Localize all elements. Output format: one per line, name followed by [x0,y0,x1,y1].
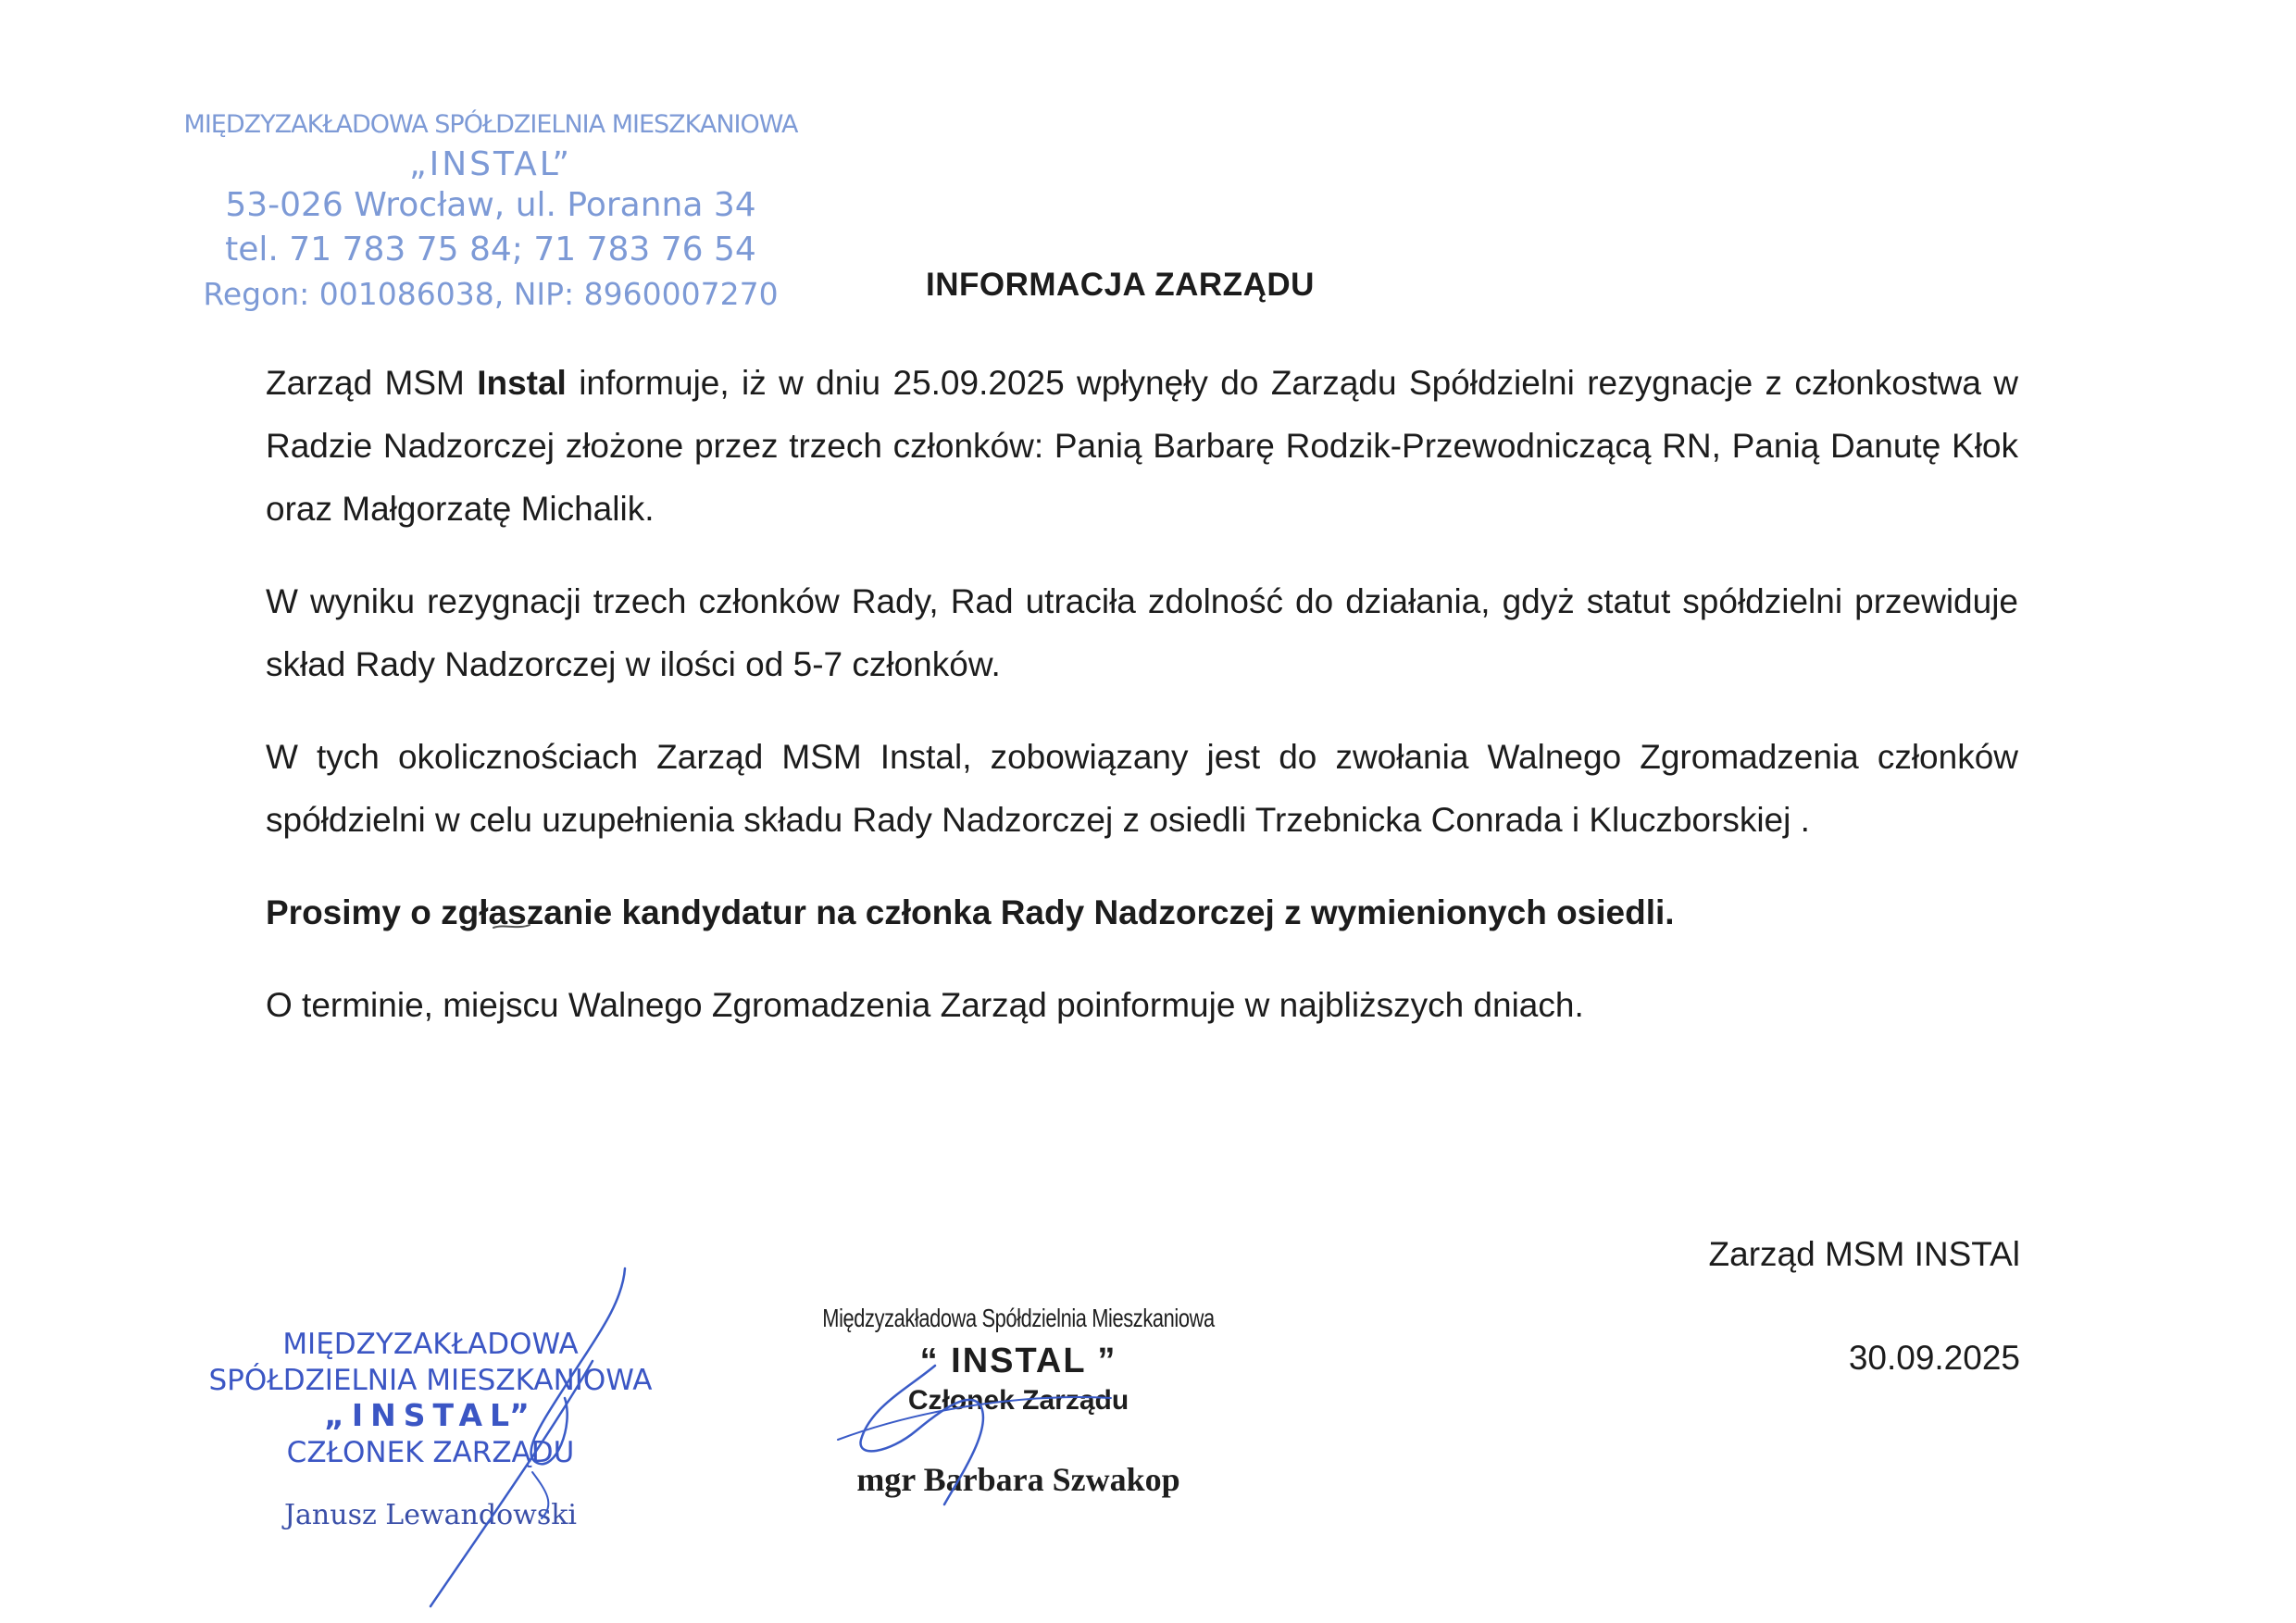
stamp-left-line2: SPÓŁDZIELNIA MIESZKANIOWA [208,1364,653,1397]
stamp-left-line4: CZŁONEK ZARZĄDU [286,1436,575,1469]
stamp-mid-line2: “ INSTAL ” [919,1342,1117,1380]
stamp-left-line3: „INSTAL” [324,1397,537,1433]
p1-bold: Instal [477,364,567,402]
paragraph-circumstances: W tych okolicznościach Zarząd MSM Instal, zobowiązany jest do zwołania Walnego Zgromadzenia członków spółdzielni w celu uzupełnienia składu Rady Nadzorczej z osiedli Trzebnicka Conrada i Kluczborskiej . [266,738,2018,839]
stamp-mid-line3: Członek Zarządu [907,1385,1129,1416]
signature-mid [861,1366,983,1504]
p1-end: informuje, iż w dniu 25.09.2025 wpłynęły do Zarządu Spółdzielni rezygnacje z członkostwa w Radzie Nadzorczej złożone przez trzech członków: Panią Barbarę Rodzik-Przewodniczącą RN, Panią Danutę Kłok oraz Małgorzatę Michalik. [266,364,2018,528]
stamp-org-short: „INSTAL” [408,145,573,183]
stamp-phone: tel. 71 783 75 84; 71 783 76 54 [225,231,756,268]
signature-date: 30.09.2025 [1848,1339,2020,1377]
stamp-left-name: Janusz Lewandowski [284,1499,577,1531]
stamp-mid-name: mgr Barbara Szwakop [856,1461,1180,1498]
signature-left [430,1268,625,1606]
signature-mid-stroke [838,1397,1111,1440]
stamp-regon-nip: Regon: 001086038, NIP: 8960007270 [203,276,779,312]
stamp-left-line1: MIĘDZYZAKŁADOWA [282,1328,579,1361]
signature-board-name: Zarząd MSM INSTAl [1708,1235,2020,1273]
handwritten-correction [493,925,530,928]
paragraph-notice: O terminie, miejscu Walnego Zgromadzenia Zarząd poinformuje w najbliższych dniach. [266,986,1584,1024]
stamp-address: 53-026 Wrocław, ul. Poranna 34 [225,186,756,224]
paragraph-consequence: W wyniku rezygnacji trzech członków Rady, Rad utraciła zdolność do działania, gdyż statut spółdzielni przewiduje skład Rady Nadzorczej w ilości od 5-7 członków. [266,582,2018,683]
stamp-org-name: MIĘDZYZAKŁADOWA SPÓŁDZIELNIA MIESZKANIOWA [183,110,798,139]
p1-start: Zarząd MSM [266,364,478,402]
document-title: INFORMACJA ZARZĄDU [926,267,1315,303]
signature-left-loop [532,1472,548,1518]
paragraph-request: Prosimy o zgłaszanie kandydatur na członka Rady Nadzorczej z wymienionych osiedli. [266,893,1675,931]
stamp-mid-line1: Międzyzakładowa Spółdzielnia Mieszkaniowa [822,1304,1215,1332]
